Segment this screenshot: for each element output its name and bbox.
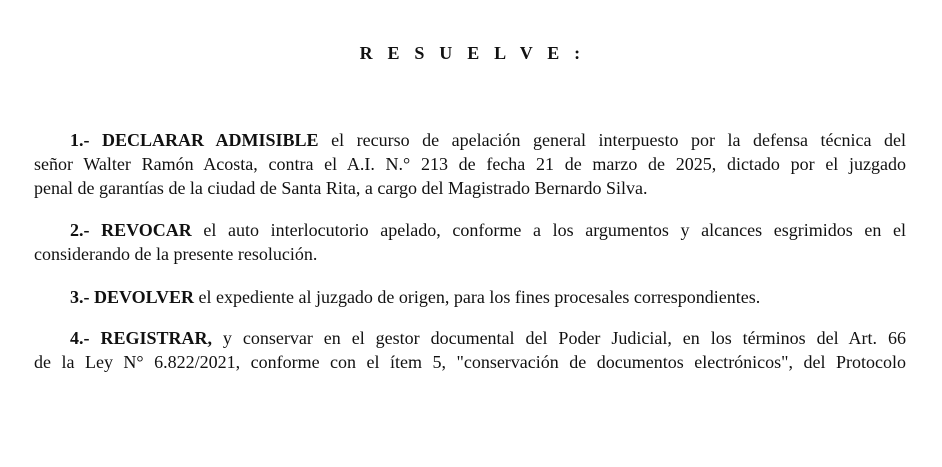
item-4-line-2: de la Ley N° 6.822/2021, conforme con el ítem 5, "conservación de documentos electrónicos", del Protocolo [34, 352, 906, 372]
resolution-item-2 [34, 218, 906, 266]
item-1-line-2: señor Walter Ramón Acosta, contra el A.I. N.° 213 de fecha 21 de marzo de 2025, dictado por el juzgado [34, 154, 906, 174]
item-4-number: 4.- [70, 328, 90, 348]
resolution-item-4 [34, 326, 906, 374]
item-1-number: 1.- [70, 130, 90, 150]
item-2-number: 2.- [70, 220, 90, 240]
item-1-action: DECLARAR ADMISIBLE [102, 130, 319, 150]
item-3-action: DEVOLVER [94, 287, 195, 307]
item-4-line-1 [34, 326, 906, 350]
item-4-action: REGISTRAR, [100, 328, 212, 348]
item-3-text-1: el expediente al juzgado de origen, para los fines procesales correspondientes. [194, 287, 761, 307]
resuelve-heading: R E S U E L V E : [359, 43, 586, 63]
item-2-text-1: el auto interlocutorio apelado, conforme a los argumentos y alcances esgrimidos en el [191, 220, 907, 240]
item-3-line-1 [34, 285, 906, 309]
item-2-line-2: considerando de la presente resolución. [34, 244, 318, 264]
item-2-action: REVOCAR [101, 220, 192, 240]
resolution-item-3 [34, 285, 906, 309]
resolution-item-1 [34, 128, 906, 200]
item-4-text-1: y conservar en el gestor documental del Poder Judicial, en los términos del Art. 66 [211, 328, 906, 348]
item-1-text-1: el recurso de apelación general interpuesto por la defensa técnica del [318, 130, 906, 150]
item-3-number: 3.- [70, 287, 90, 307]
item-2-line-1 [34, 218, 906, 242]
item-1-line-3: penal de garantías de la ciudad de Santa Rita, a cargo del Magistrado Bernardo Silva. [34, 178, 648, 198]
item-1-line-1 [34, 128, 906, 152]
